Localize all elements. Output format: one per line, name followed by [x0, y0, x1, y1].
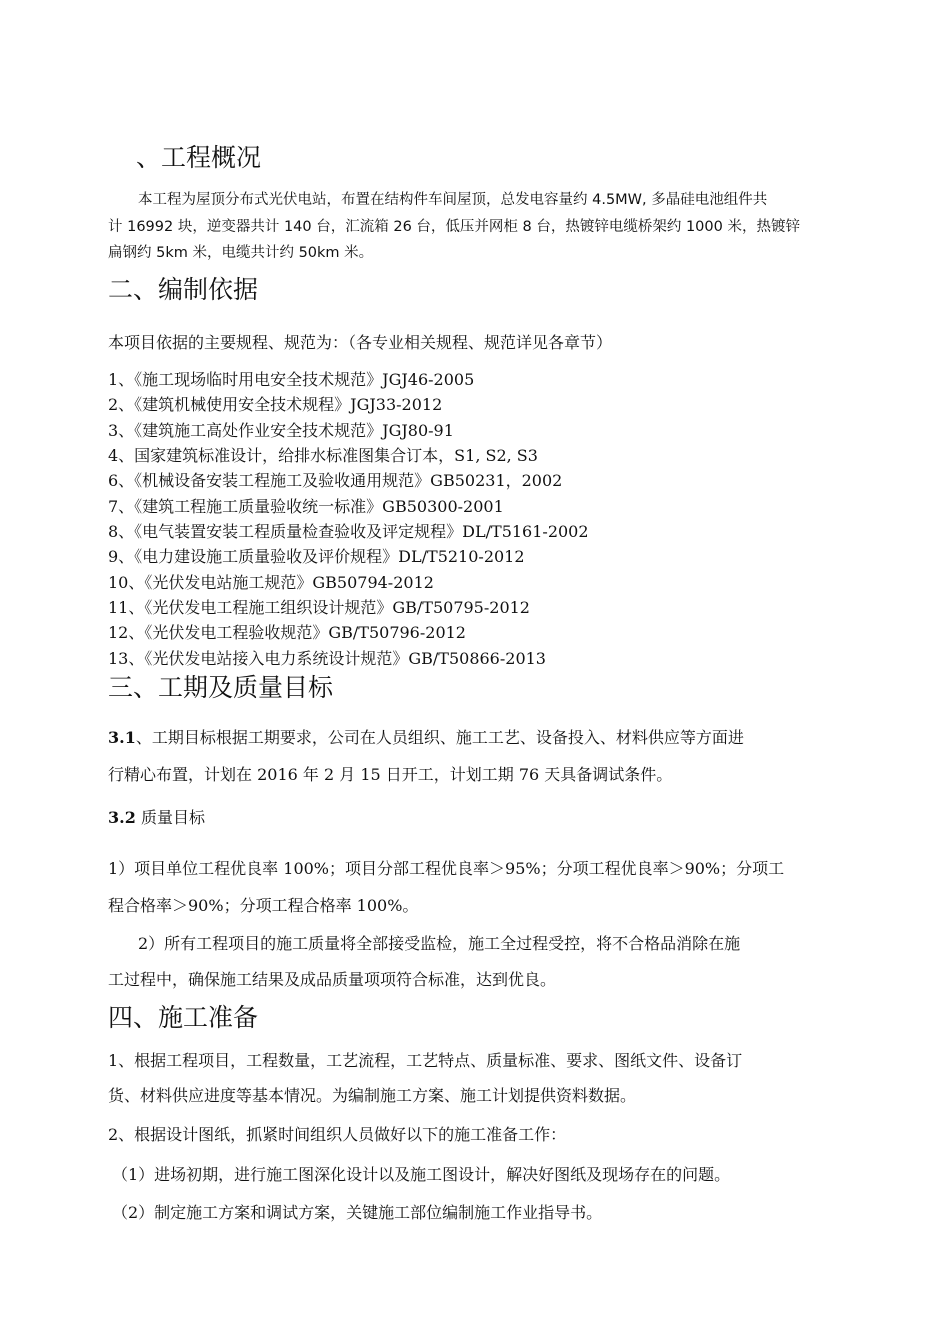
reference-item: 9、《电力建设施工质量验收及评价规程》DL/T5210-2012: [108, 547, 525, 566]
section-2-heading: 二、编制依据: [108, 275, 259, 304]
goal-3-1-text: 、工期目标根据工期要求，公司在人员组织、施工工艺、设备投入、材料供应等方面进: [135, 728, 744, 747]
section-1-para-line-2: 计 16992 块，逆变器共计 140 台，汇流箱 26 台，低压并网柜 8 台，热镀锌电缆桥架约 1000 米，热镀锌: [108, 219, 800, 235]
prep-item-2: （2）制定施工方案和调试方案，关键施工部位编制施工作业指导书。: [112, 1203, 603, 1222]
section-1-para-line-1: 本工程为屋顶分布式光伏电站，布置在结构件车间屋顶，总发电容量约 4.5MW, 多晶硅电池组件共: [138, 192, 768, 208]
reference-item: 4、国家建筑标准设计，给排水标准图集合订本，S1, S2, S3: [108, 446, 538, 465]
reference-item: 11、《光伏发电工程施工组织设计规范》GB/T50795-2012: [108, 598, 530, 617]
quality-goal-2-line-1: 2）所有工程项目的施工质量将全部接受监检，施工全过程受控，将不合格品消除在施: [138, 934, 741, 953]
goal-3-1-line-2: 行精心布置，计划在 2016 年 2 月 15 日开工，计划工期 76 天具备调试条件。: [108, 765, 673, 784]
reference-item: 10、《光伏发电站施工规范》GB50794-2012: [108, 573, 434, 592]
section-1-para-line-3: 扁钢约 5km 米，电缆共计约 50km 米。: [108, 245, 374, 261]
prep-para-2: 2、根据设计图纸，抓紧时间组织人员做好以下的施工准备工作：: [108, 1125, 567, 1144]
quality-goal-1-line-1: 1）项目单位工程优良率 100%；项目分部工程优良率＞95%；分项工程优良率＞90%；分项工: [108, 859, 785, 878]
reference-item: 2、《建筑机械使用安全技术规程》JGJ33-2012: [108, 395, 443, 414]
prep-item-1: （1）进场初期，进行施工图深化设计以及施工图设计，解决好图纸及现场存在的问题。: [112, 1165, 731, 1184]
goal-3-2-title: 3.2 质量目标: [108, 808, 205, 827]
reference-item: 6、《机械设备安装工程施工及验收通用规范》GB50231，2002: [108, 471, 563, 490]
section-2-intro: 本项目依据的主要规程、规范为：（各专业相关规程、规范详见各章节）: [108, 333, 613, 352]
prep-para-1-line-2: 货、材料供应进度等基本情况。为编制施工方案、施工计划提供资料数据。: [108, 1086, 637, 1105]
quality-goal-1-line-2: 程合格率＞90%；分项工程合格率 100%。: [108, 896, 419, 915]
quality-goal-2-line-2: 工过程中，确保施工结果及成品质量项项符合标准，达到优良。: [108, 970, 557, 989]
goal-3-2-number: 3.2: [108, 808, 136, 827]
section-1-heading: 、工程概况: [136, 143, 262, 172]
reference-item: 7、《建筑工程施工质量验收统一标准》GB50300-2001: [108, 497, 504, 516]
reference-item: 3、《建筑施工高处作业安全技术规范》JGJ80-91: [108, 421, 454, 440]
goal-3-1-number: 3.1: [108, 728, 136, 747]
reference-item: 8、《电气装置安装工程质量检查验收及评定规程》DL/T5161-2002: [108, 522, 589, 541]
goal-3-1-line-1: [108, 725, 744, 748]
section-4-heading: 四、施工准备: [108, 1003, 259, 1032]
prep-para-1-line-1: 1、根据工程项目，工程数量，工艺流程，工艺特点、质量标准、要求、图纸文件、设备订: [108, 1051, 743, 1070]
reference-item: 12、《光伏发电工程验收规范》GB/T50796-2012: [108, 623, 466, 642]
reference-item: 13、《光伏发电站接入电力系统设计规范》GB/T50866-2013: [108, 649, 546, 668]
section-3-heading: 三、工期及质量目标: [108, 673, 334, 702]
reference-item: 1、《施工现场临时用电安全技术规范》JGJ46-2005: [108, 370, 475, 389]
